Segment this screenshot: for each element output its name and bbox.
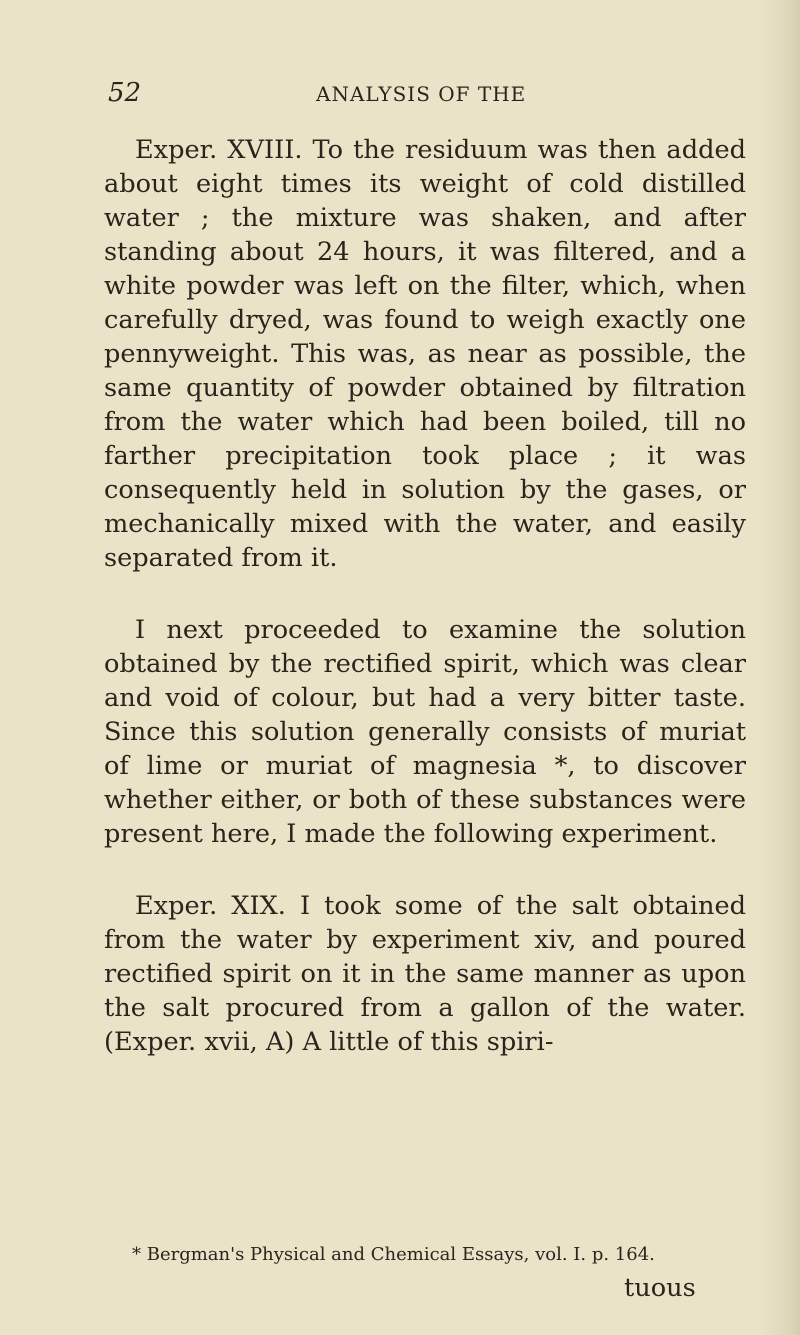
catchword: tuous [624,1273,696,1303]
paragraph-gap [104,851,746,889]
paragraph-gap [104,575,746,613]
paragraph-exper-xix: Exper. XIX. I took some of the salt obtained from the water by experiment xiv, and poured rectified spirit on it in the same manner as upon the salt procured from a gallon of the water. (Exper. xvii, A) A little of this spiri- [104,891,746,1057]
running-head: ANALYSIS OF THE [316,82,527,106]
body-text [104,133,746,1059]
page-number: 52 [108,78,142,108]
paragraph-solution: I next proceeded to examine the solution obtained by the rectified spirit, which was clear and void of colour, but had a very bitter taste. Since this solution generally consists of muriat of lime or muriat of magnesia *, to discover whether either, or both of these substances were present here, I made the following experiment. [104,615,746,849]
paragraph-exper-xviii: Exper. XVIII. To the residuum was then added about eight times its weight of cold distilled water ; the mixture was shaken, and after standing about 24 hours, it was filtered, and a white powder was left on the filter, which, when carefully dryed, was found to weigh exactly one pennyweight. This was, as near as possible, the same quantity of powder obtained by filtration from the water which had been boiled, till no farther precipitation took place ; it was consequently held in solution by the gases, or mechanically mixed with the water, and easily separated from it. [104,135,746,573]
footnote: * Bergman's Physical and Chemical Essays, vol. I. p. 164. [132,1244,655,1265]
page-header [108,78,708,118]
